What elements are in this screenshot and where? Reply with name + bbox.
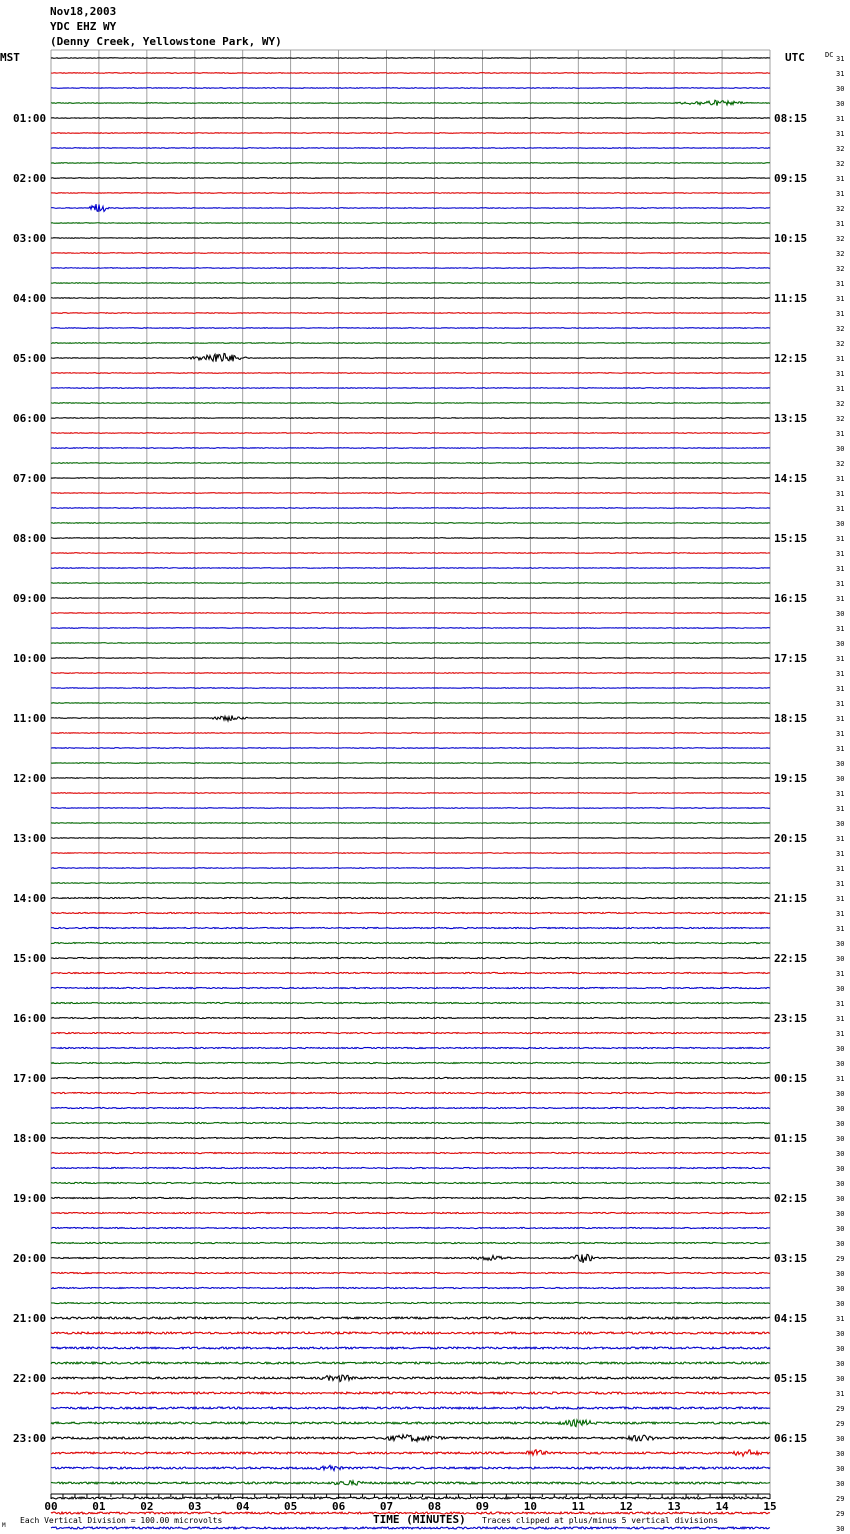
seismic-trace <box>51 538 770 539</box>
right-hour-label: 08:15 <box>774 112 808 125</box>
dc-offset-label: 30 <box>836 1465 845 1473</box>
seismic-trace <box>51 1182 770 1183</box>
dc-offset-label: 30 <box>836 1435 845 1443</box>
x-tick-label: 05 <box>284 1500 298 1513</box>
dc-offset-label: 31 <box>836 730 845 738</box>
seismic-trace <box>51 613 770 614</box>
seismic-trace <box>51 942 770 943</box>
right-hour-label: 20:15 <box>774 832 808 845</box>
left-hour-label: 04:00 <box>13 292 47 305</box>
dc-offset-label: 31 <box>836 625 845 633</box>
dc-offset-label: 30 <box>836 1450 845 1458</box>
dc-offset-label: 31 <box>836 505 845 513</box>
seismic-trace <box>51 957 770 958</box>
right-hour-label: 23:15 <box>774 1012 808 1025</box>
seismic-trace <box>51 253 770 254</box>
dc-offset-label: 31 <box>836 490 845 498</box>
dc-offset-label: 32 <box>836 460 845 468</box>
right-hour-label: 15:15 <box>774 532 808 545</box>
dc-offset-label: 31 <box>836 355 845 363</box>
seismic-trace <box>51 1420 770 1427</box>
seismic-trace <box>51 1302 770 1303</box>
seismic-trace <box>51 793 770 794</box>
seismic-trace <box>51 808 770 809</box>
seismic-trace <box>51 748 770 749</box>
left-hour-label: 08:00 <box>13 532 47 545</box>
seismic-trace <box>51 1212 770 1213</box>
dc-offset-label: 29 <box>836 1420 845 1428</box>
x-tick-label: 09 <box>475 1500 490 1513</box>
seismic-trace <box>51 353 770 361</box>
seismic-trace <box>51 1435 770 1442</box>
right-hour-label: 06:15 <box>774 1432 808 1445</box>
dc-offset-label: 30 <box>836 100 845 108</box>
left-hour-label: 09:00 <box>13 592 47 605</box>
seismic-trace <box>51 688 770 689</box>
seismic-trace <box>51 403 770 404</box>
seismic-trace <box>51 1062 770 1063</box>
seismic-trace <box>51 313 770 314</box>
x-tick-label: 11 <box>571 1500 585 1513</box>
dc-offset-label: 32 <box>836 205 845 213</box>
right-timezone-label: UTC <box>785 51 805 64</box>
location-label: (Denny Creek, Yellowstone Park, WY) <box>50 35 282 48</box>
dc-offset-label: 32 <box>836 250 845 258</box>
dc-offset-label: 30 <box>836 1105 845 1113</box>
dc-offset-label: 31 <box>836 895 845 903</box>
seismic-trace <box>51 88 770 89</box>
right-hour-label: 14:15 <box>774 472 808 485</box>
dc-offset-label: 31 <box>836 370 845 378</box>
clip-note-label: Traces clipped at plus/minus 5 vertical divisions <box>482 1516 719 1525</box>
dc-offset-label: 30 <box>836 760 845 768</box>
x-tick-label: 12 <box>619 1500 633 1513</box>
seismic-trace <box>51 1392 770 1394</box>
dc-offset-label: 29 <box>836 1495 845 1503</box>
dc-offset-label: 31 <box>836 580 845 588</box>
dc-offset-label: 32 <box>836 340 845 348</box>
trace-group <box>51 58 770 1534</box>
dc-offset-label: 31 <box>836 475 845 483</box>
dc-header-label: DC <box>825 51 834 59</box>
dc-offset-label: 31 <box>836 805 845 813</box>
dc-offset-label: 31 <box>836 130 845 138</box>
seismic-trace <box>51 1481 770 1485</box>
dc-offset-label: 29 <box>836 1510 845 1518</box>
seismic-trace <box>51 883 770 884</box>
scale-label: Each Vertical Division = 100.00 microvolts <box>20 1516 223 1525</box>
seismic-trace <box>51 1122 770 1123</box>
dc-offset-label: 30 <box>836 1045 845 1053</box>
seismic-trace <box>51 568 770 569</box>
dc-offset-label: 31 <box>836 850 845 858</box>
dc-offset-label: 30 <box>836 1135 845 1143</box>
seismic-trace <box>51 178 770 179</box>
dc-offset-label: 30 <box>836 1330 845 1338</box>
seismic-trace <box>51 1017 770 1018</box>
seismic-trace <box>51 1450 770 1457</box>
dc-offset-label: 31 <box>836 550 845 558</box>
left-hour-label: 01:00 <box>13 112 47 125</box>
seismic-trace <box>51 897 770 898</box>
dc-offset-label: 30 <box>836 1360 845 1368</box>
dc-offset-label: 31 <box>836 790 845 798</box>
left-hour-label: 10:00 <box>13 652 47 665</box>
seismic-trace <box>51 118 770 119</box>
x-tick-label: 13 <box>667 1500 681 1513</box>
dc-offset-label: 31 <box>836 670 845 678</box>
seismic-trace <box>51 673 770 674</box>
dc-offset-label: 30 <box>836 1225 845 1233</box>
dc-offset-label: 30 <box>836 1195 845 1203</box>
dc-offset-label: 31 <box>836 1075 845 1083</box>
dc-offset-label: 31 <box>836 280 845 288</box>
seismic-trace <box>51 1332 770 1334</box>
right-hour-label: 05:15 <box>774 1372 808 1385</box>
right-hour-label: 02:15 <box>774 1192 808 1205</box>
seismic-trace <box>51 1362 770 1364</box>
dc-offset-label: 30 <box>836 85 845 93</box>
right-hour-label: 03:15 <box>774 1252 808 1265</box>
dc-offset-label: 30 <box>836 955 845 963</box>
dc-offset-label: 31 <box>836 190 845 198</box>
dc-offset-label: 31 <box>836 910 845 918</box>
dc-offset-label: 30 <box>836 1180 845 1188</box>
left-hour-label: 07:00 <box>13 472 47 485</box>
right-hour-label: 18:15 <box>774 712 808 725</box>
dc-offset-label: 31 <box>836 745 845 753</box>
dc-offset-label: 31 <box>836 925 845 933</box>
seismic-trace <box>51 1197 770 1198</box>
left-hour-label: 22:00 <box>13 1372 47 1385</box>
dc-offset-label: 31 <box>836 535 845 543</box>
seismic-trace <box>51 1107 770 1108</box>
right-hour-label: 01:15 <box>774 1132 808 1145</box>
left-hour-label: 13:00 <box>13 832 47 845</box>
x-axis <box>44 1494 776 1513</box>
dc-offset-label: 30 <box>836 445 845 453</box>
seismic-trace <box>51 328 770 329</box>
seismic-trace <box>51 553 770 554</box>
left-hour-label: 14:00 <box>13 892 47 905</box>
dc-offset-label: 31 <box>836 700 845 708</box>
left-timezone-label: MST <box>0 51 20 64</box>
dc-offset-label: 32 <box>836 400 845 408</box>
dc-offset-labels <box>836 55 844 1534</box>
x-tick-label: 14 <box>715 1500 729 1513</box>
left-hour-label: 19:00 <box>13 1192 47 1205</box>
seismic-trace <box>51 1347 770 1349</box>
seismic-trace <box>51 223 770 224</box>
dc-offset-label: 31 <box>836 1030 845 1038</box>
left-hour-label: 21:00 <box>13 1312 47 1325</box>
seismic-trace <box>51 1077 770 1078</box>
x-tick-label: 10 <box>523 1500 537 1513</box>
seismic-trace <box>51 1002 770 1003</box>
seismic-trace <box>51 1242 770 1243</box>
dc-offset-label: 31 <box>836 880 845 888</box>
seismic-trace <box>51 763 770 764</box>
seismic-trace <box>51 1407 770 1409</box>
seismic-trace <box>51 373 770 374</box>
left-hour-label: 06:00 <box>13 412 47 425</box>
dc-offset-label: 32 <box>836 325 845 333</box>
dc-offset-label: 30 <box>836 1375 845 1383</box>
right-hour-label: 09:15 <box>774 172 808 185</box>
seismic-trace <box>51 643 770 644</box>
seismic-trace <box>51 418 770 419</box>
seismic-trace <box>51 853 770 854</box>
seismic-trace <box>51 823 770 824</box>
seismic-trace <box>51 433 770 434</box>
seismic-trace <box>51 1375 770 1381</box>
dc-offset-label: 32 <box>836 415 845 423</box>
seismic-trace <box>51 1137 770 1138</box>
x-tick-label: 06 <box>331 1500 346 1513</box>
dc-offset-label: 30 <box>836 1285 845 1293</box>
dc-offset-label: 31 <box>836 220 845 228</box>
seismic-trace <box>51 148 770 149</box>
x-tick-label: 01 <box>92 1500 106 1513</box>
seismic-trace <box>51 715 770 720</box>
seismic-trace <box>51 388 770 389</box>
seismic-trace <box>51 1047 770 1048</box>
seismic-trace <box>51 163 770 164</box>
right-hour-label: 19:15 <box>774 772 808 785</box>
seismic-trace <box>51 1254 770 1262</box>
seismic-trace <box>51 478 770 479</box>
seismic-trace <box>51 598 770 599</box>
minute-grid <box>51 50 770 1494</box>
dc-offset-label: 31 <box>836 175 845 183</box>
right-hour-label: 17:15 <box>774 652 808 665</box>
right-hour-label: 04:15 <box>774 1312 808 1325</box>
dc-offset-label: 32 <box>836 145 845 153</box>
dc-offset-label: 30 <box>836 1525 845 1533</box>
seismic-trace <box>51 238 770 239</box>
left-hour-label: 20:00 <box>13 1252 47 1265</box>
x-axis-label: TIME (MINUTES) <box>373 1513 466 1526</box>
dc-offset-label: 31 <box>836 595 845 603</box>
dc-offset-label: 32 <box>836 160 845 168</box>
x-tick-label: 08 <box>427 1500 442 1513</box>
dc-offset-label: 31 <box>836 295 845 303</box>
seismic-trace <box>51 73 770 74</box>
seismic-trace <box>51 1152 770 1153</box>
dc-offset-label: 30 <box>836 1060 845 1068</box>
seismic-trace <box>51 1465 770 1470</box>
seismic-trace <box>51 912 770 913</box>
seismic-trace <box>51 100 770 105</box>
seismic-trace <box>51 493 770 494</box>
dc-offset-label: 29 <box>836 1405 845 1413</box>
left-hour-label: 12:00 <box>13 772 47 785</box>
dc-offset-label: 30 <box>836 640 845 648</box>
dc-offset-label: 31 <box>836 970 845 978</box>
right-hour-label: 21:15 <box>774 892 808 905</box>
dc-offset-label: 30 <box>836 1165 845 1173</box>
right-hour-label: 22:15 <box>774 952 808 965</box>
dc-offset-label: 31 <box>836 1315 845 1323</box>
seismic-trace <box>51 1527 770 1529</box>
seismic-trace <box>51 1287 770 1288</box>
seismic-trace <box>51 283 770 284</box>
seismic-trace <box>51 927 770 928</box>
seismic-trace <box>51 868 770 869</box>
seismic-trace <box>51 193 770 194</box>
left-hour-label: 15:00 <box>13 952 47 965</box>
left-hour-label: 16:00 <box>13 1012 47 1025</box>
seismic-trace <box>51 733 770 734</box>
dc-offset-label: 31 <box>836 70 845 78</box>
x-tick-label: 07 <box>379 1500 394 1513</box>
dc-offset-label: 31 <box>836 685 845 693</box>
x-tick-label: 00 <box>44 1500 58 1513</box>
right-hour-label: 13:15 <box>774 412 808 425</box>
seismic-trace <box>51 838 770 839</box>
seismic-trace <box>51 1032 770 1033</box>
x-tick-label: 15 <box>763 1500 777 1513</box>
left-hour-label: 02:00 <box>13 172 47 185</box>
dc-offset-label: 31 <box>836 430 845 438</box>
dc-offset-label: 31 <box>836 55 845 63</box>
seismic-trace <box>51 628 770 629</box>
dc-offset-label: 30 <box>836 1480 845 1488</box>
right-hour-label: 12:15 <box>774 352 808 365</box>
dc-offset-label: 31 <box>836 385 845 393</box>
seismic-trace <box>51 523 770 524</box>
seismic-trace <box>51 298 770 299</box>
dc-offset-label: 30 <box>836 1210 845 1218</box>
seismic-trace <box>51 343 770 344</box>
dc-offset-label: 31 <box>836 1390 845 1398</box>
seismic-trace <box>51 204 770 211</box>
dc-offset-label: 31 <box>836 115 845 123</box>
dc-offset-label: 29 <box>836 1255 845 1263</box>
dc-offset-label: 30 <box>836 610 845 618</box>
left-hour-label: 05:00 <box>13 352 47 365</box>
seismic-trace <box>51 703 770 704</box>
corner-mark: M <box>2 1522 6 1529</box>
dc-offset-label: 30 <box>836 1090 845 1098</box>
left-hour-label: 23:00 <box>13 1432 47 1445</box>
seismic-trace <box>51 1227 770 1228</box>
seismic-trace <box>51 1497 770 1499</box>
dc-offset-label: 31 <box>836 655 845 663</box>
seismic-trace <box>51 1167 770 1168</box>
dc-offset-label: 30 <box>836 985 845 993</box>
left-hour-label: 18:00 <box>13 1132 47 1145</box>
dc-offset-label: 31 <box>836 565 845 573</box>
dc-offset-label: 32 <box>836 235 845 243</box>
dc-offset-label: 31 <box>836 835 845 843</box>
dc-offset-label: 30 <box>836 940 845 948</box>
x-tick-label: 04 <box>236 1500 250 1513</box>
dc-offset-label: 30 <box>836 1120 845 1128</box>
seismic-trace <box>51 133 770 134</box>
dc-offset-label: 31 <box>836 1000 845 1008</box>
seismic-trace <box>51 58 770 59</box>
dc-offset-label: 30 <box>836 1240 845 1248</box>
right-hour-label: 00:15 <box>774 1072 808 1085</box>
seismic-trace <box>51 448 770 449</box>
x-tick-label: 03 <box>188 1500 202 1513</box>
dc-offset-label: 31 <box>836 715 845 723</box>
seismic-trace <box>51 463 770 464</box>
dc-offset-label: 31 <box>836 1015 845 1023</box>
dc-offset-label: 32 <box>836 265 845 273</box>
dc-offset-label: 31 <box>836 865 845 873</box>
seismic-trace <box>51 508 770 509</box>
seismic-trace <box>51 778 770 779</box>
dc-offset-label: 30 <box>836 775 845 783</box>
seismic-trace <box>51 1317 770 1319</box>
station-label: YDC EHZ WY <box>50 20 117 33</box>
x-tick-label: 02 <box>140 1500 154 1513</box>
right-hour-label: 16:15 <box>774 592 808 605</box>
date-label: Nov18,2003 <box>50 5 117 18</box>
left-hour-label: 11:00 <box>13 712 47 725</box>
dc-offset-label: 30 <box>836 1270 845 1278</box>
dc-offset-label: 30 <box>836 1300 845 1308</box>
right-hour-label: 10:15 <box>774 232 808 245</box>
left-hour-label: 17:00 <box>13 1072 47 1085</box>
dc-offset-label: 31 <box>836 310 845 318</box>
seismic-trace <box>51 268 770 269</box>
dc-offset-label: 30 <box>836 1150 845 1158</box>
dc-offset-label: 30 <box>836 520 845 528</box>
right-hour-label: 11:15 <box>774 292 808 305</box>
seismic-trace <box>51 658 770 659</box>
dc-offset-label: 30 <box>836 1345 845 1353</box>
seismic-trace <box>51 583 770 584</box>
dc-offset-label: 30 <box>836 820 845 828</box>
left-hour-label: 03:00 <box>13 232 47 245</box>
seismic-trace <box>51 1272 770 1273</box>
seismic-trace <box>51 972 770 973</box>
seismic-trace <box>51 987 770 988</box>
seismic-trace <box>51 1092 770 1093</box>
